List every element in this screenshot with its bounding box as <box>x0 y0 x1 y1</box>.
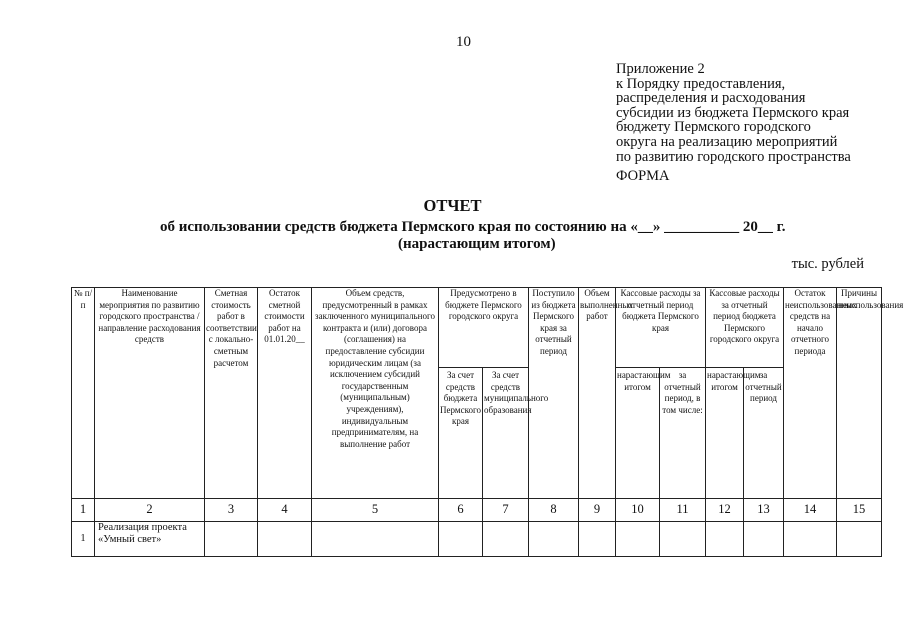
row-event-name: Реализация проекта «Умный свет» <box>95 522 205 557</box>
column-number: 12 <box>706 499 744 522</box>
header-event-name: Наименование мероприятия по развитию городского пространства / направление расходования средств <box>95 288 205 499</box>
table-cell <box>312 522 439 557</box>
table-cell <box>483 522 529 557</box>
table-cell <box>837 522 882 557</box>
table-cell <box>784 522 837 557</box>
row-number: 1 <box>72 522 95 557</box>
appendix-line: распределения и расходования <box>616 90 806 107</box>
header-cash-city: Кассовые расходы за отчетный период бюджета Пермского городского округа <box>706 288 784 368</box>
column-number: 8 <box>529 499 579 522</box>
column-number: 15 <box>837 499 882 522</box>
table-row <box>72 522 882 557</box>
appendix-block <box>616 62 896 164</box>
page-number: 10 <box>456 34 471 50</box>
header-contract-amount: Объем средств, предусмотренный в рамках заключенного муниципального контракта и (или) договора (соглашения) на предоставление субсидии юридическим лицам (за исключением субсидий государственным (муниципальным) учреждениям), индивидуальным предпринимателям, на выполнение работ <box>312 288 439 499</box>
table-cell <box>205 522 258 557</box>
header-city-period: за отчетный период <box>744 368 784 499</box>
appendix-line: бюджету Пермского городского <box>616 119 811 136</box>
header-reasons: Причины неиспользования <box>837 288 882 499</box>
currency-unit: тыс. рублей <box>791 256 864 272</box>
table-cell <box>660 522 706 557</box>
column-number: 1 <box>72 499 95 522</box>
column-number: 6 <box>439 499 483 522</box>
table-cell <box>258 522 312 557</box>
column-number: 2 <box>95 499 205 522</box>
column-number: 10 <box>616 499 660 522</box>
header-regional-period: за отчетный период, в том числе: <box>660 368 706 499</box>
table-cell <box>616 522 660 557</box>
header-municipal-funds: За счет средств муниципального образования <box>483 368 529 499</box>
column-number: 5 <box>312 499 439 522</box>
header-number: № п/п <box>72 288 95 499</box>
appendix-line: по развитию городского пространства <box>616 148 851 165</box>
column-number: 14 <box>784 499 837 522</box>
report-subtitle: об использовании средств бюджета Пермского края по состоянию на «__» __________ 20__ г. <box>160 219 786 235</box>
column-number: 9 <box>579 499 616 522</box>
column-number: 3 <box>205 499 258 522</box>
header-planned-budget: Предусмотрено в бюджете Пермского городского округа <box>439 288 529 368</box>
form-label: ФОРМА <box>616 168 670 184</box>
header-cost-balance: Остаток сметной стоимости работ на 01.01.20__ <box>258 288 312 499</box>
header-regional-cumulative: нарастающим итогом <box>616 368 660 499</box>
appendix-line: к Порядку предоставления, <box>616 75 786 92</box>
report-table <box>71 287 904 557</box>
header-regional-funds: За счет средств бюджета Пермского края <box>439 368 483 499</box>
report-subtitle-note: (нарастающим итогом) <box>398 236 556 252</box>
appendix-line: округа на реализацию мероприятий <box>616 133 838 150</box>
header-city-cumulative: нарастающим итогом <box>706 368 744 499</box>
column-number-row <box>72 499 882 522</box>
table-cell <box>706 522 744 557</box>
column-number: 13 <box>744 499 784 522</box>
column-number: 7 <box>483 499 529 522</box>
table-cell <box>579 522 616 557</box>
header-estimated-cost: Сметная стоимость работ в соответствии с локально-сметным расчетом <box>205 288 258 499</box>
report-title: ОТЧЕТ <box>423 196 482 215</box>
header-cash-regional: Кассовые расходы за отчетный период бюджета Пермского края <box>616 288 706 368</box>
appendix-line: субсидии из бюджета Пермского края <box>616 104 850 121</box>
header-unused-balance: Остаток неиспользованных средств на начало отчетного периода <box>784 288 837 499</box>
column-number: 11 <box>660 499 706 522</box>
appendix-line: Приложение 2 <box>616 61 705 77</box>
table-cell <box>744 522 784 557</box>
table-cell <box>529 522 579 557</box>
header-received-from-region: Поступило из бюджета Пермского края за отчетный период <box>529 288 579 499</box>
table-cell <box>439 522 483 557</box>
column-number: 4 <box>258 499 312 522</box>
header-work-volume: Объем выполненных работ <box>579 288 616 499</box>
